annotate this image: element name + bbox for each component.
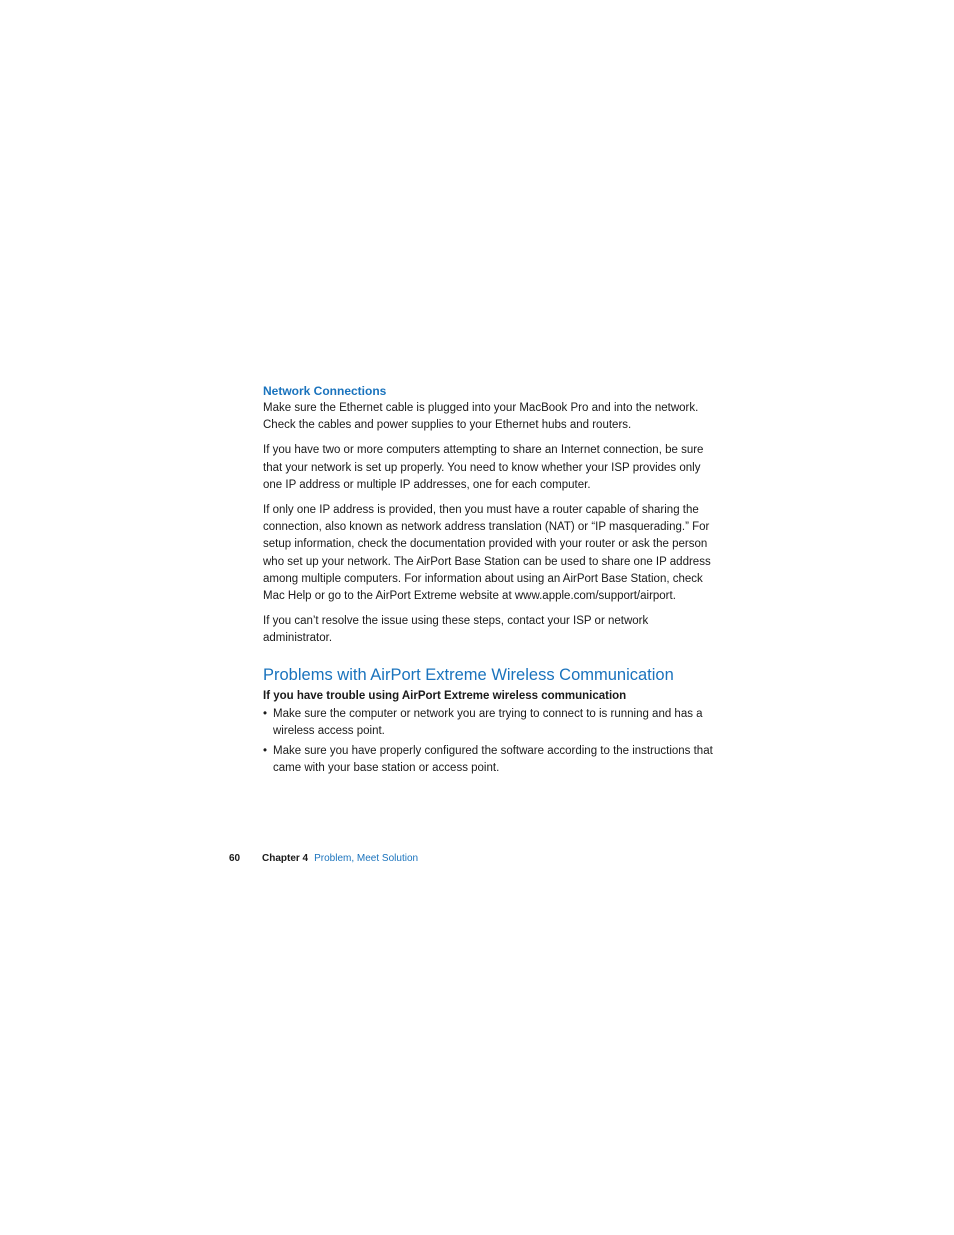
- list-item: [263, 706, 713, 740]
- airport-bullet-list: [263, 706, 713, 778]
- network-connections-heading: Network Connections: [263, 384, 387, 398]
- chapter-title: Problem, Meet Solution: [314, 853, 419, 864]
- chapter-label: Chapter 4: [262, 853, 309, 864]
- network-paragraph-2: If you have two or more computers attempting to share an Internet connection, be sure that your network is set up properly. You need to know whether your ISP provides only one IP address or multiple IP addresses, one for each computer.: [263, 444, 704, 491]
- network-paragraph-1: Make sure the Ethernet cable is plugged into your MacBook Pro and into the network. Check the cables and power supplies to your Ethernet hubs and routers.: [263, 402, 699, 432]
- list-item: [263, 743, 713, 777]
- bullet-icon: •: [263, 745, 268, 758]
- page-number: 60: [229, 853, 241, 864]
- network-paragraph-4: If you can’t resolve the issue using these steps, contact your ISP or network administrator.: [263, 615, 649, 645]
- airport-lead-text: If you have trouble using AirPort Extreme wireless communication: [263, 689, 627, 702]
- bullet-text: Make sure you have properly configured the software according to the instructions that came with your base station or access point.: [273, 745, 713, 775]
- bullet-icon: •: [263, 707, 268, 720]
- bullet-text: Make sure the computer or network you are trying to connect to is running and has a wireless access point.: [273, 707, 703, 737]
- airport-section-title: Problems with AirPort Extreme Wireless Communication: [263, 665, 674, 684]
- page-content: [263, 383, 713, 780]
- network-paragraph-3: If only one IP address is provided, then you must have a router capable of sharing the connection, also known as network address translation (NAT) or “IP masquerading.” For setup information, check the documentation provided with your router or ask the person who set up your network. The AirPort Base Station can be used to share one IP address among multiple computers. For information about using an AirPort Base Station, check Mac Help or go to the AirPort Extreme website at www.apple.com/support/airport.: [263, 504, 711, 603]
- page-footer: [229, 852, 418, 866]
